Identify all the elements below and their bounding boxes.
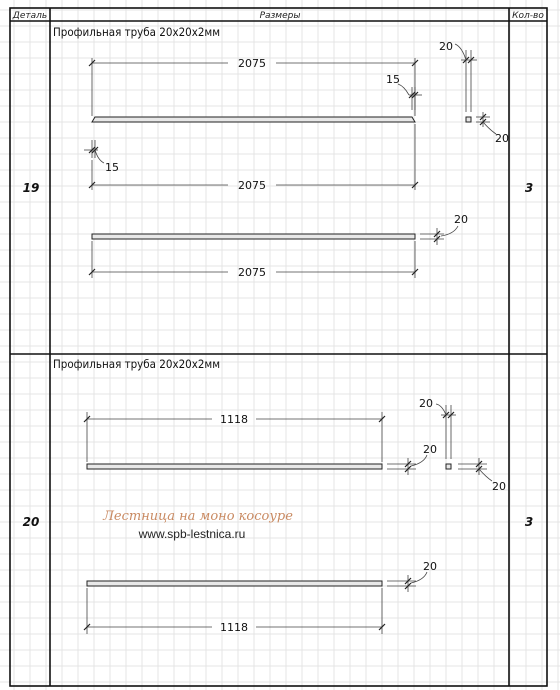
watermark-url: www.spb-lestnica.ru bbox=[138, 527, 246, 541]
length-label: 2075 bbox=[238, 57, 266, 70]
section-label: 20 bbox=[423, 443, 437, 456]
length-label: 2075 bbox=[238, 266, 266, 279]
quantity-value: 3 bbox=[524, 181, 534, 195]
pipe-bar bbox=[92, 117, 415, 122]
section-height-label: 20 bbox=[495, 132, 509, 145]
header-quantity: Кол-во bbox=[512, 11, 544, 21]
pipe-bar bbox=[92, 234, 415, 239]
part-title: Профильная труба 20x20x2мм bbox=[53, 25, 221, 39]
part-number: 19 bbox=[22, 181, 40, 195]
part-number: 20 bbox=[22, 515, 40, 529]
header-part: Деталь bbox=[12, 11, 48, 21]
header-dimensions: Размеры bbox=[259, 11, 301, 21]
length-label: 2075 bbox=[238, 179, 266, 192]
pipe-bar bbox=[87, 581, 382, 586]
cut-label: 15 bbox=[105, 161, 119, 174]
length-label: 1118 bbox=[220, 621, 248, 634]
section-width-label: 20 bbox=[439, 40, 453, 53]
part-title: Профильная труба 20x20x2мм bbox=[53, 357, 221, 371]
length-label: 1118 bbox=[220, 413, 248, 426]
section-width-label: 20 bbox=[419, 397, 433, 410]
section-label: 20 bbox=[423, 560, 437, 573]
pipe-bar bbox=[87, 464, 382, 469]
quantity-value: 3 bbox=[524, 515, 534, 529]
section-height-label: 20 bbox=[492, 480, 506, 493]
section-dimension bbox=[387, 572, 427, 592]
section-dimension bbox=[420, 226, 458, 245]
section-label: 20 bbox=[454, 213, 468, 226]
watermark-title: Лестница на моно косоуре bbox=[103, 509, 293, 524]
cut-label: 15 bbox=[386, 73, 400, 86]
